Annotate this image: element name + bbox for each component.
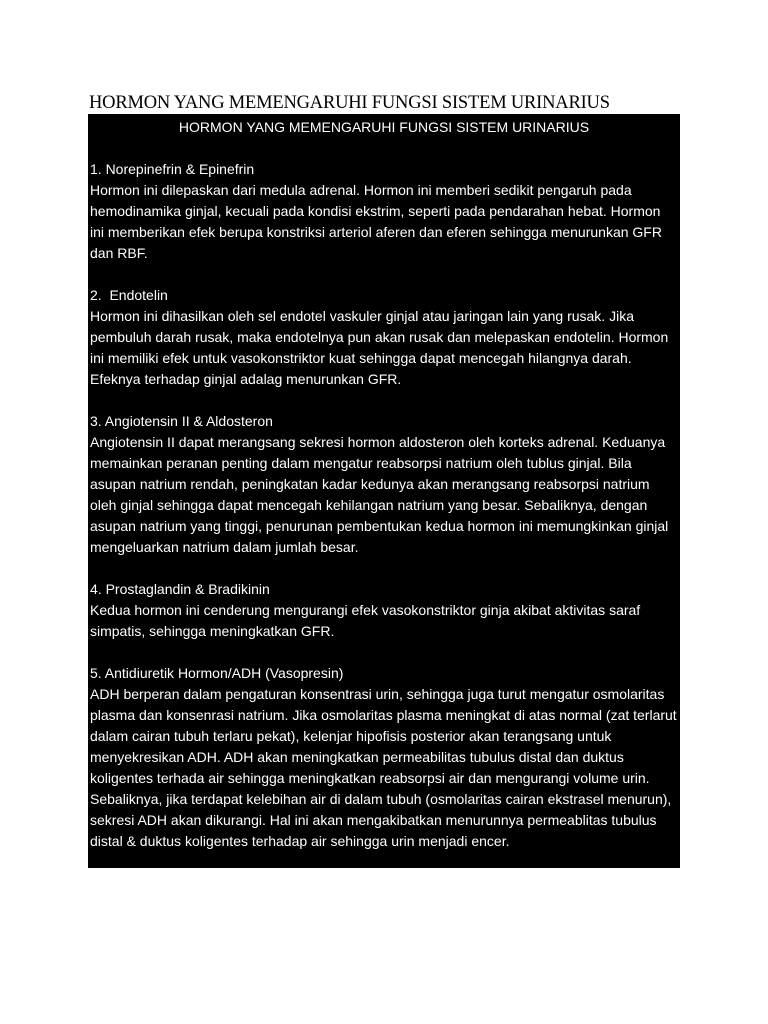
- heading-spacer: [90, 138, 678, 159]
- section-endotelin: [90, 285, 678, 390]
- section-body: Kedua hormon ini cenderung mengurangi efek vasokonstriktor ginja akibat aktivitas saraf simpatis, sehingga meningkatkan GFR.: [90, 602, 641, 639]
- section-body: Hormon ini dilepaskan dari medula adrenal. Hormon ini memberi sedikit pengaruh pada hemodinamika ginjal, kecuali pada kondisi ekstrim, seperti pada pendarahan hebat. Hormon ini memberikan efek berupa konstriksi arteriol aferen dan eferen sehingga menurunkan GFR dan RBF.: [90, 182, 662, 261]
- section-adh: [90, 663, 678, 852]
- section-title: 4. Prostaglandin & Bradikinin: [90, 581, 270, 597]
- box-heading: HORMON YANG MEMENGARUHI FUNGSI SISTEM URINARIUS: [178, 119, 590, 135]
- section-title: 1. Norepinefrin & Epinefrin: [90, 161, 255, 177]
- section-title: 5. Antidiuretik Hormon/ADH (Vasopresin): [90, 665, 344, 681]
- section-prostaglandin: [90, 579, 678, 642]
- section-title: 2. Endotelin: [90, 287, 168, 303]
- section-body: Hormon ini dihasilkan oleh sel endotel vaskuler ginjal atau jaringan lain yang rusak. Jika pembuluh darah rusak, maka endotelnya pun akan rusak dan melepaskan endotelin. Hormon ini memiliki efek untuk vasokonstriktor kuat sehingga dapat mencegah hilangnya darah. Efeknya terhadap ginjal adalag menurunkan GFR.: [90, 308, 669, 387]
- section-angiotensin: [90, 411, 678, 558]
- section-body: ADH berperan dalam pengaturan konsentrasi urin, sehingga juga turut mengatur osmolaritas plasma dan konsenrasi natrium. Jika osmolaritas plasma meningkat di atas normal (zat terlarut dalam cairan tubuh terlaru pekat), kelenjar hipofisis posterior akan terangsang untuk menyekresikan ADH. ADH akan meningkatkan permeabilitas tubulus distal dan duktus koligentes terhada air sehingga meningkatkan reabsorpsi air dan mengurangi volume urin. Sebaliknya, jika terdapat kelebihan air di dalam tubuh (osmolaritas cairan ekstrasel menurun), sekresi ADH akan dikurangi. Hal ini akan mengakibatkan menurunnya permeablitas tubulus distal & duktus koligentes terhadap air sehingga urin menjadi encer.: [90, 686, 677, 849]
- section-norepinefrin: [90, 159, 678, 264]
- document-title: HORMON YANG MEMENGARUHI FUNGSI SISTEM URINARIUS: [89, 93, 610, 113]
- section-title: 3. Angiotensin II & Aldosteron: [90, 413, 273, 429]
- section-body: Angiotensin II dapat merangsang sekresi hormon aldosteron oleh korteks adrenal. Keduanya memainkan peranan penting dalam mengatur reabsorpsi natrium oleh tublus ginjal. Bila asupan natrium rendah, peningkatan kadar kedunya akan merangsang reabsorpsi natrium oleh ginjal sehingga dapat mencegah kehilangan natrium yang besar. Sebaliknya, dengan asupan natrium yang tinggi, penurunan pembentukan kedua hormon ini memungkinkan ginjal mengeluarkan natrium dalam jumlah besar.: [90, 434, 669, 555]
- content-box: [88, 114, 680, 868]
